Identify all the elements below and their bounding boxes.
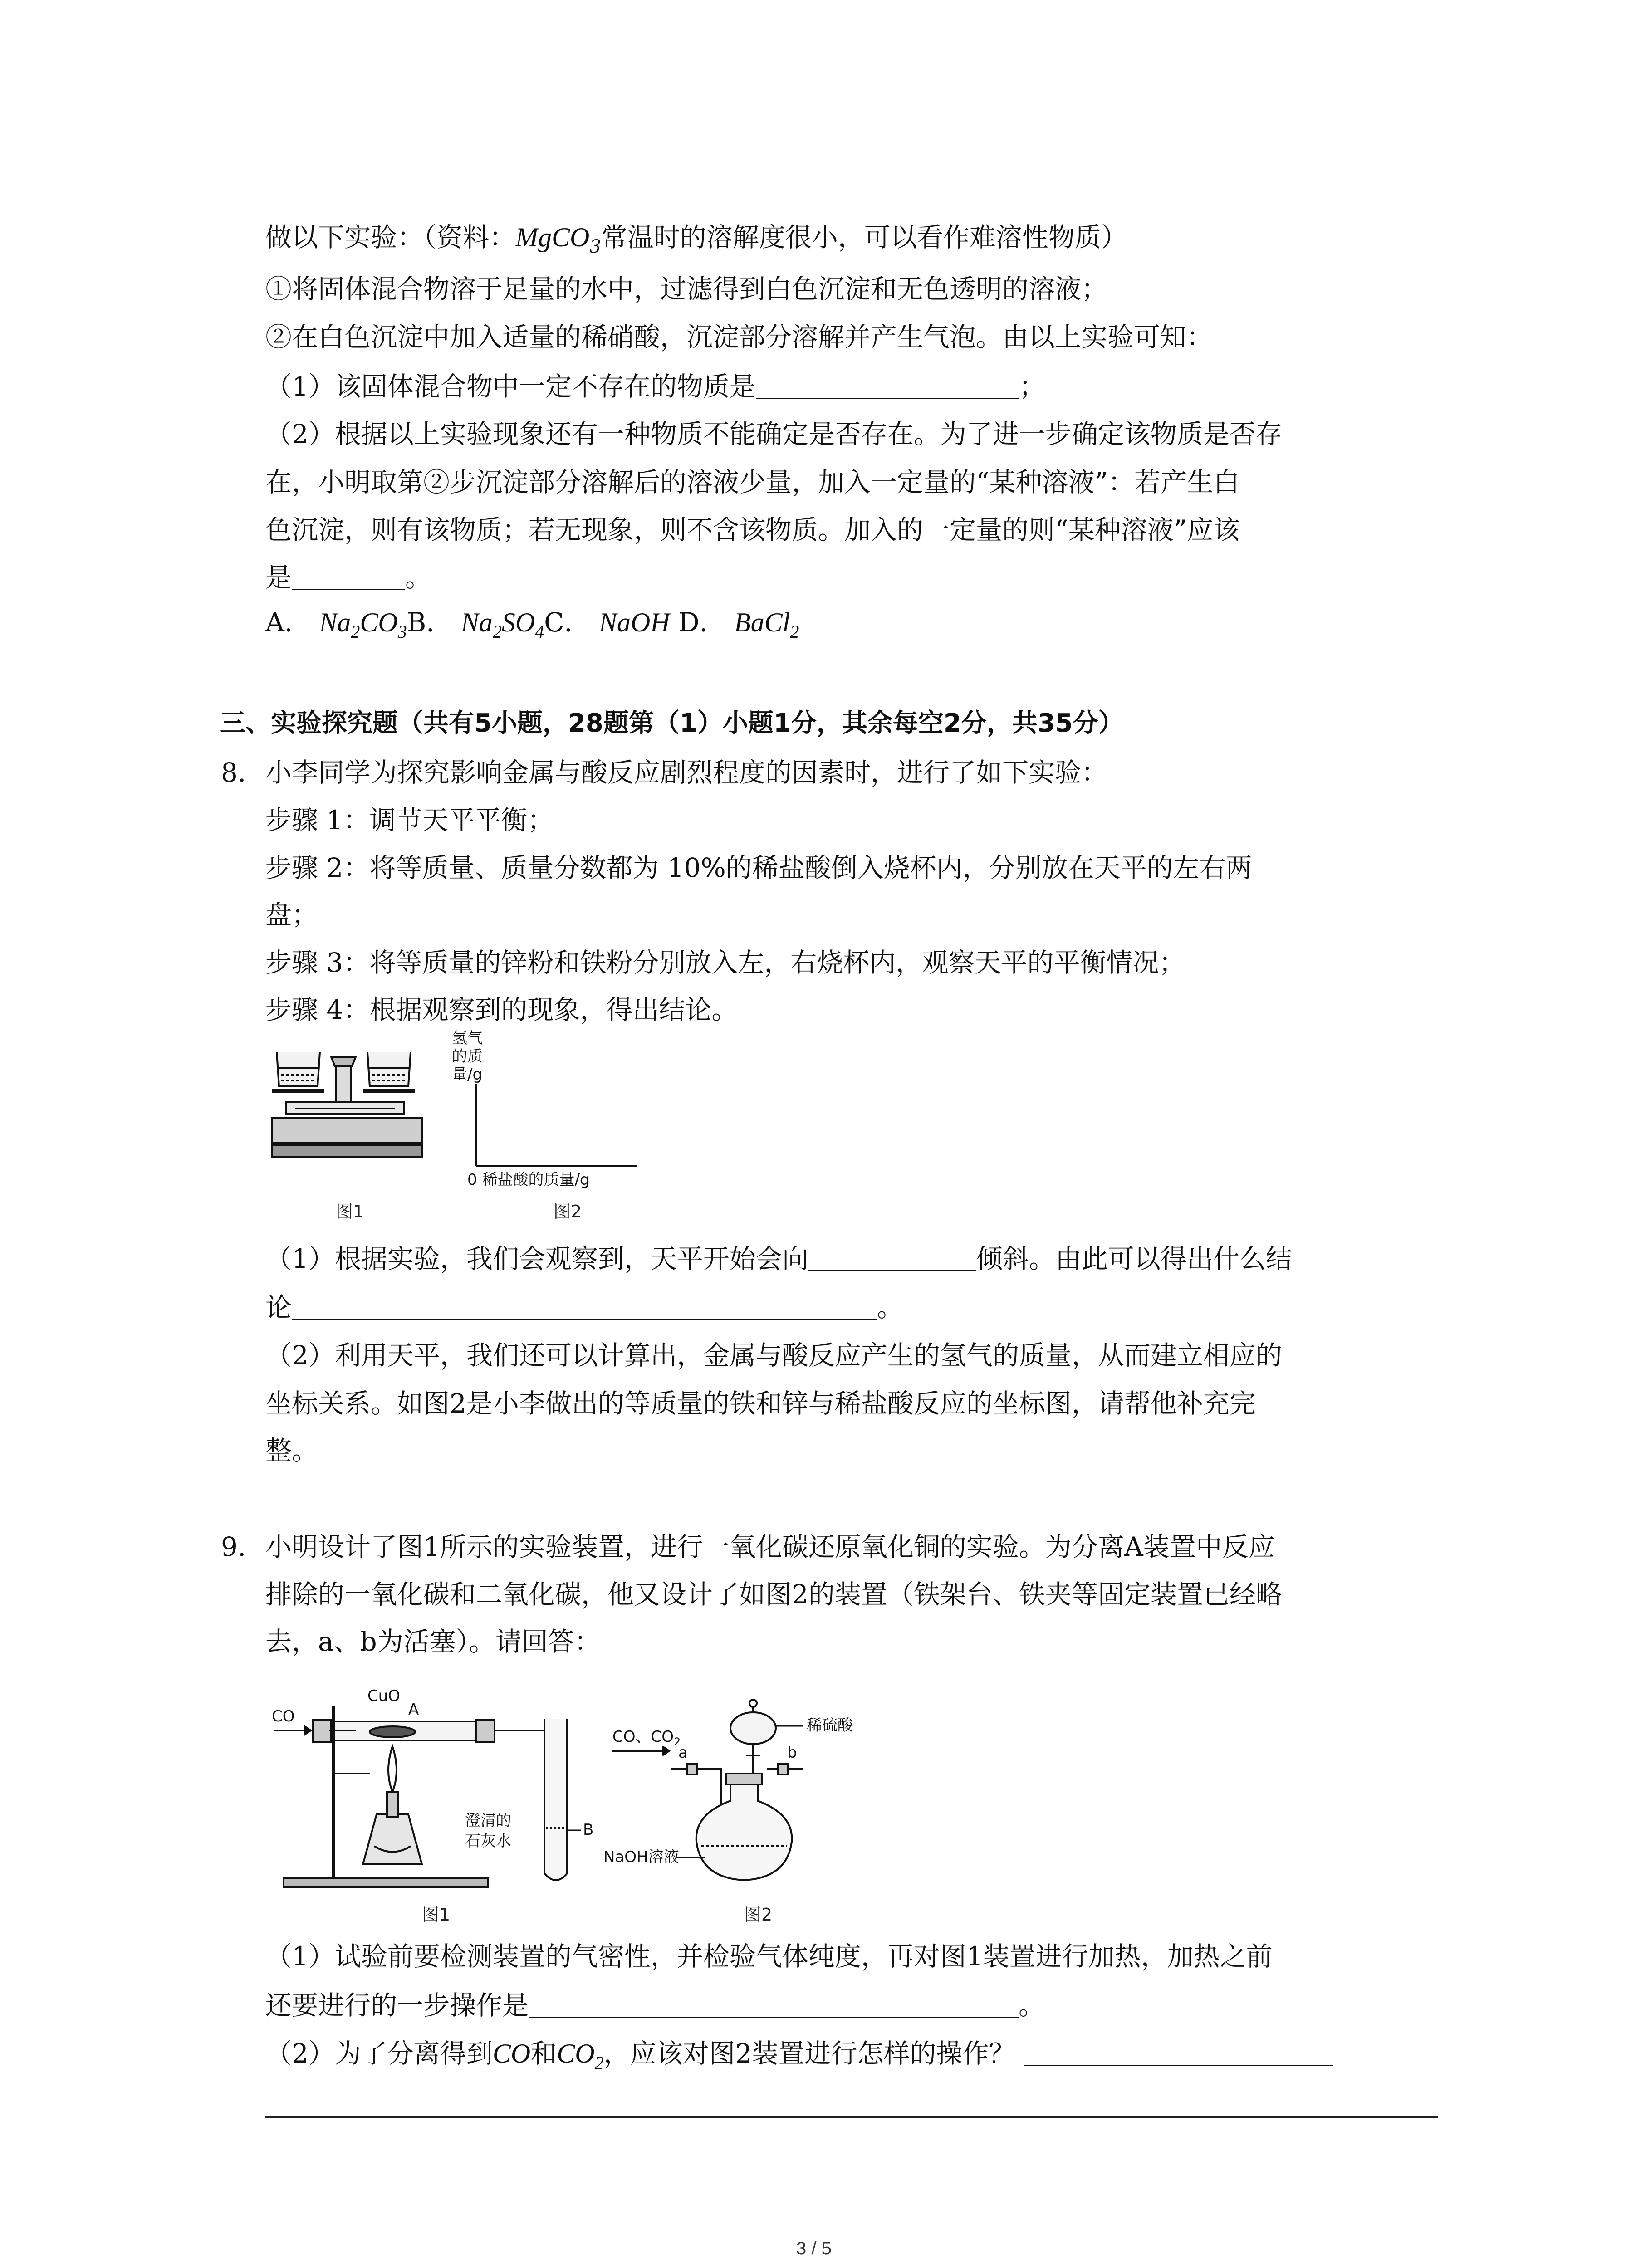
option-c-label: C． (544, 607, 591, 638)
q9-sub2-line (265, 2035, 1333, 2081)
q8-fig1-caption: 图1 (336, 1202, 364, 1222)
q7-sub2-line3: 色沉淀，则有该物质；若无现象，则不含该物质。加入的一定量的则“某种溶液”应该 (265, 514, 1240, 545)
q9-sub2-answer-blank[interactable] (1024, 2039, 1333, 2066)
q8-sub1-line1 (265, 1241, 1292, 1277)
q8-stem: 小李同学为探究影响金属与酸反应剧烈程度的因素时，进行了如下实验： (265, 757, 1108, 788)
q9-stem-line3: 去，a、b为活塞）。请回答： (265, 1626, 601, 1657)
q9-fig1-caption: 图1 (422, 1905, 451, 1925)
q8-sub1-line2 (265, 1289, 903, 1325)
q7-sub2-line4-end: 。 (405, 562, 432, 593)
q9-fig2-b-label: b (787, 1744, 797, 1762)
q9-fig1-limewater-2: 石灰水 (465, 1832, 511, 1850)
q7-step2: ②在白色沉淀中加入适量的稀硝酸，沉淀部分溶解并产生气泡。由以上实验可知： (265, 322, 1213, 352)
q8-sub2-line2: 坐标关系。如图2是小李做出的等质量的铁和锌与稀盐酸反应的坐标图，请帮他补充完 (265, 1388, 1256, 1419)
q8-sub2-line1: （2）利用天平，我们还可以计算出，金属与酸反应产生的氢气的质量，从而建立相应的 (265, 1340, 1282, 1371)
q9-sub2-co2: $CO_2$ (557, 2038, 604, 2073)
q8-fig2-ylabel-3: 量/g (452, 1066, 483, 1084)
q9-fig2-inlet-label: CO、$CO_2$ (612, 1728, 681, 1748)
q9-sub1-end: 。 (1019, 1990, 1045, 2021)
q7-sub1-answer-blank[interactable] (756, 372, 1019, 399)
option-b-formula: $Na_2SO_4$ (460, 607, 544, 642)
q9-fig1-co-label: CO (272, 1707, 295, 1725)
q8-fig2-ylabel-1: 氢气 (452, 1029, 483, 1047)
q8-fig2-caption: 图2 (554, 1202, 582, 1222)
q7-intro-sub: 3 (589, 236, 601, 257)
option-c-formula: NaOH (598, 607, 670, 637)
q8-step2-line2: 盘； (265, 899, 318, 930)
q7-sub1 (265, 368, 1045, 405)
q9-sub2-text-a: （2）为了分离得到 (265, 2038, 493, 2069)
q8-sub1-text-c: 论 (265, 1292, 292, 1323)
q7-intro-rest: 常温时的溶解度很小，可以看作难溶性物质） (601, 222, 1127, 253)
q9-sub2-and: 和 (530, 2038, 557, 2069)
q7-sub2-line4 (265, 559, 431, 596)
q9-fig2-a-label: a (678, 1744, 688, 1762)
section3-heading: 三、实验探究题（共有5小题，28题第（1）小题1分，其余每空2分，共35分） (220, 709, 1124, 738)
q9-fig1-limewater-1: 澄清的 (465, 1812, 511, 1830)
option-a-label: A． (265, 607, 311, 638)
q7-sub1-end: ； (1019, 371, 1045, 402)
q7-intro-text: 做以下实验：（资料： (265, 222, 516, 253)
q9-stem-line2: 排除的一氧化碳和二氧化碳，他又设计了如图2的装置（铁架台、铁夹等固定装置已经略 (265, 1579, 1282, 1610)
q8-sub1-conclusion-blank[interactable] (292, 1293, 877, 1320)
q9-fig2-naoh-label: NaOH溶液 (603, 1848, 679, 1866)
q8-step4: 步骤 4：根据观察到的现象，得出结论。 (265, 994, 738, 1025)
q9-stem-line1: 小明设计了图1所示的实验装置，进行一氧化碳还原氧化铜的实验。为分离A装置中反应 (265, 1531, 1275, 1562)
q9-sub1-answer-blank[interactable] (529, 1991, 1019, 2018)
q7-sub2-line4-text: 是 (265, 562, 292, 593)
q8-sub2-line3: 整。 (265, 1435, 318, 1466)
option-d-label: D． (678, 607, 726, 638)
q7-sub2-line1: （2）根据以上实验现象还有一种物质不能确定是否存在。为了进一步确定该物质是否存 (265, 419, 1282, 450)
page-number: 3 / 5 (796, 2239, 832, 2258)
q7-step1: ①将固体混合物溶于足量的水中，过滤得到白色沉淀和无色透明的溶液； (265, 274, 1108, 304)
q9-sub2-text-b: ，应该对图2装置进行怎样的操作？ (603, 2038, 1015, 2069)
q8-sub1-direction-blank[interactable] (808, 1245, 976, 1271)
q9-apparatus-figure-1 (265, 1678, 601, 1896)
q8-fig2-ylabel-2: 的质 (452, 1047, 483, 1066)
q9-sub1-text: 还要进行的一步操作是 (265, 1990, 529, 2021)
q8-coordinate-figure (449, 1025, 653, 1188)
q9-apparatus-figure-2 (603, 1678, 885, 1896)
option-a-formula: $Na_2CO_3$ (319, 607, 407, 642)
q9-fig1-a-label: A (408, 1701, 419, 1719)
option-d-formula: BaCl$_2$ (734, 607, 799, 642)
q8-sub1-end: 。 (877, 1292, 904, 1323)
q9-fig2-caption: 图2 (744, 1905, 773, 1925)
q7-intro (265, 219, 1127, 265)
q9-sub1-line1: （1）试验前要检测装置的气密性，并检验气体纯度，再对图1装置进行加热，加热之前 (265, 1941, 1273, 1972)
q8-number: 8. (221, 757, 246, 788)
q8-sub1-text-a: （1）根据实验，我们会观察到，天平开始会向 (265, 1243, 808, 1274)
q8-fig2-xlabel: 0 稀盐酸的质量/g (467, 1171, 590, 1188)
q8-sub1-text-b: 倾斜。由此可以得出什么结 (976, 1243, 1292, 1274)
q9-fig2-acid-label: 稀硫酸 (807, 1716, 853, 1735)
option-b-label: B． (407, 607, 453, 638)
q7-sub2-answer-blank[interactable] (292, 563, 405, 590)
q7-sub2-line2: 在，小明取第②步沉淀部分溶解后的溶液少量，加入一定量的“某种溶液”：若产生白 (265, 467, 1240, 498)
q8-balance-figure (268, 1043, 431, 1161)
q9-sub2-co: CO (492, 2038, 531, 2068)
q9-fig1-cuo-label: CuO (367, 1687, 401, 1705)
q9-sub1-line2 (265, 1987, 1045, 2024)
q7-sub1-text: （1）该固体混合物中一定不存在的物质是 (265, 371, 756, 402)
q9-sub2-answer-line[interactable] (265, 2116, 1438, 2118)
q7-options (265, 604, 799, 650)
q8-step2-line1: 步骤 2：将等质量、质量分数都为 10%的稀盐酸倒入烧杯内，分别放在天平的左右两 (265, 852, 1252, 883)
q7-intro-formula: MgCO (515, 222, 590, 252)
q9-number: 9. (221, 1531, 246, 1562)
q8-step1: 步骤 1：调节天平平衡； (265, 805, 554, 836)
q9-fig1-b-label: B (583, 1821, 594, 1839)
q8-step3: 步骤 3：将等质量的锌粉和铁粉分别放入左，右烧杯内，观察天平的平衡情况； (265, 947, 1185, 978)
